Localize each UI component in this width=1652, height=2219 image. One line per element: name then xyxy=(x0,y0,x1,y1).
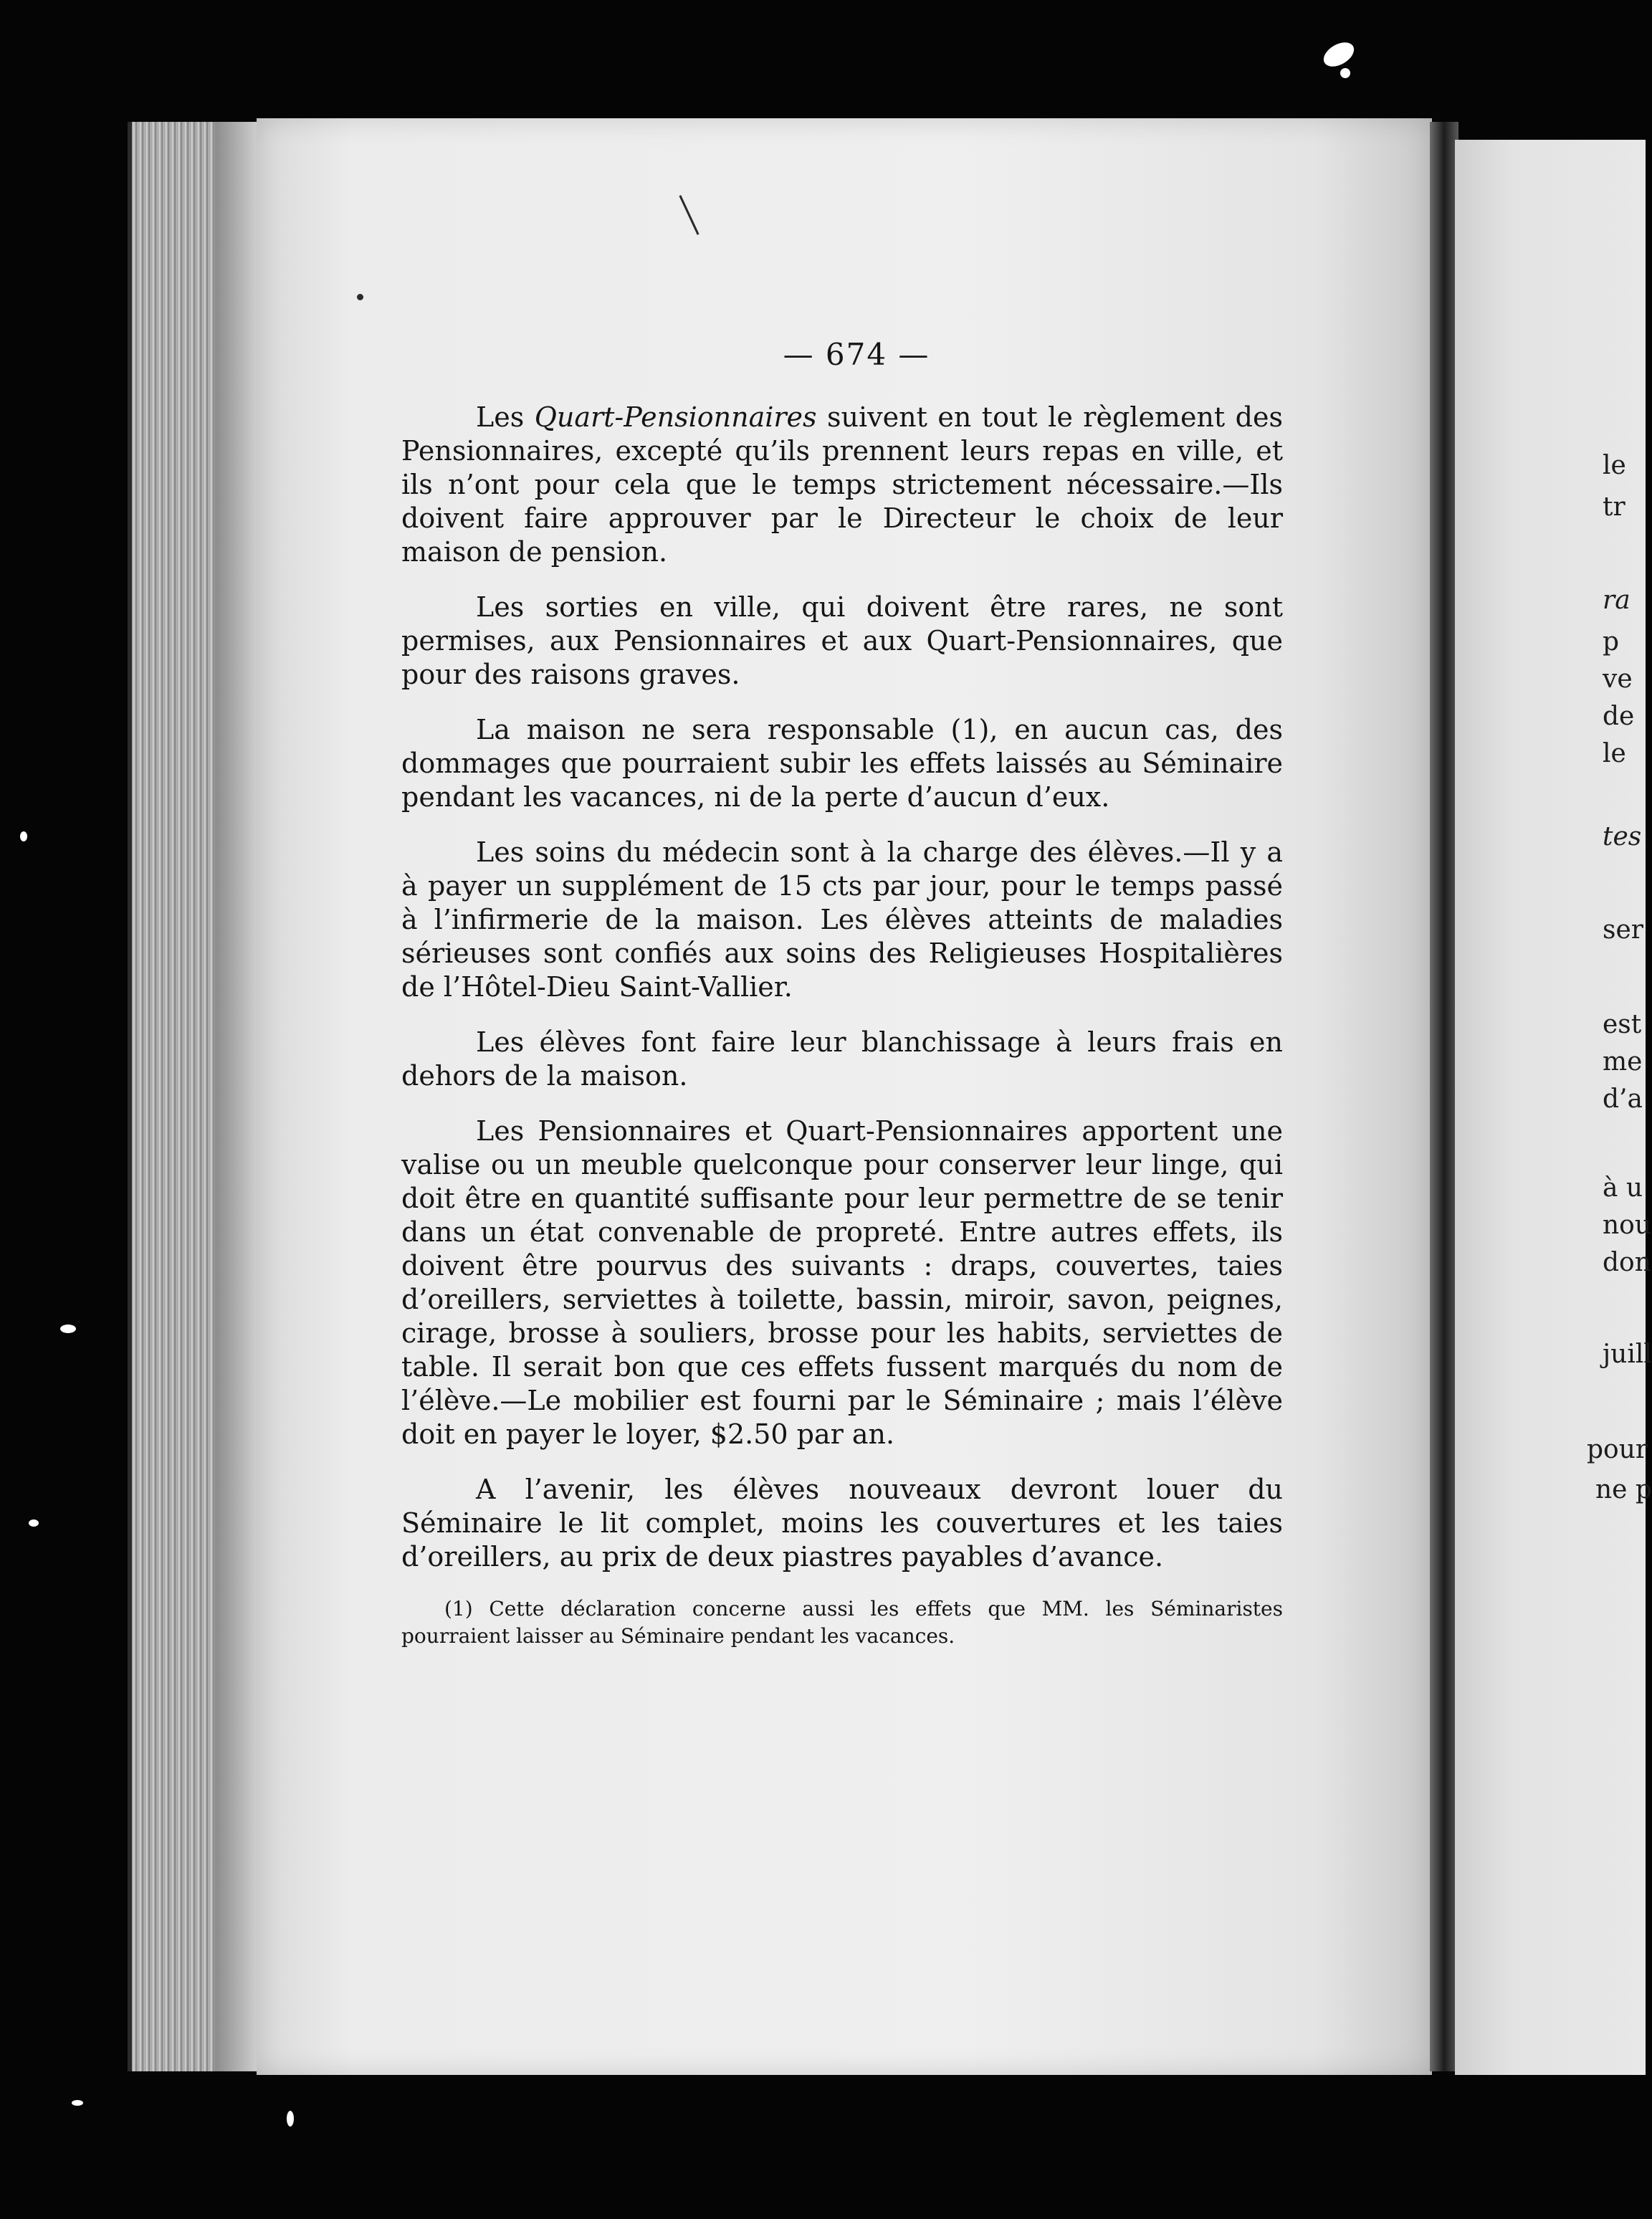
book-gutter xyxy=(1430,122,1458,2071)
emphasis-text: Quart-Pensionnaires xyxy=(534,401,817,433)
facing-fragment: tes xyxy=(1603,822,1642,851)
scan-speck xyxy=(20,831,27,841)
page-content xyxy=(401,337,1283,1670)
scan-speck xyxy=(72,2100,83,2106)
page-edge-shadow xyxy=(215,122,258,2071)
paragraph-text: Les xyxy=(476,401,535,433)
scan-speck xyxy=(1340,68,1350,78)
paragraph-lit-complet: A l’avenir, les élèves nouveaux devront louer du Séminaire le lit complet, moins les couvertures et les taies d’oreillers, au prix de deux piastres payables d’avance. xyxy=(401,1474,1283,1573)
footnote: (1) Cette déclaration concerne aussi les effets que MM. les Séminaristes pourraient laisser au Séminaire pendant les vacances. xyxy=(401,1597,1283,1648)
facing-fragment: le xyxy=(1603,739,1626,768)
facing-fragment: ne p xyxy=(1595,1475,1652,1504)
facing-fragment: don xyxy=(1603,1248,1651,1277)
paragraph-effets: Les Pensionnaires et Quart-Pensionnaires apportent une valise ou un meuble quelconque pour conserver leur linge, qui doit être en quantité suffisante pour leur permettre de se tenir dans un état convenable de propreté. Entre autres effets, ils doivent être pourvus des suivants : draps, couvertes, taies d’oreillers, serviettes à toilette, bassin, miroir, savon, peignes, cirage, brosse à souliers, brosse pour les habits, serviettes de table. Il serait bon que ces effets fussent marqués du nom de l’élève.—Le mobilier est fourni par le Séminaire ; mais l’élève doit en payer le loyer, $2.50 par an. xyxy=(401,1115,1283,1450)
paragraph-text: suivent en tout le règlement des Pensionnaires, excepté qu’ils prennent leurs repas en ville, et ils n’ont pour cela que le temps strictement nécessaire.—Ils doivent faire approuver par le Directeur le choix de leur maison de pension. xyxy=(401,401,1283,568)
facing-fragment: p xyxy=(1603,627,1620,657)
scan-speck xyxy=(1319,37,1358,71)
facing-fragment: de xyxy=(1603,702,1635,731)
scan-speck xyxy=(29,1519,39,1527)
facing-page-text xyxy=(1603,437,1652,1441)
facing-fragment: me xyxy=(1603,1047,1643,1077)
facing-page-text-lower xyxy=(1587,1435,1652,1537)
facing-fragment: le xyxy=(1603,451,1626,480)
facing-fragment: ra xyxy=(1603,586,1630,615)
paragraph-soins-medecin: Les soins du médecin sont à la charge des élèves.—Il y a à payer un supplément de 15 cts par jour, pour le temps passé à l’infirmerie de la maison. Les élèves atteints de maladies sérieuses sont confiés aux soins des Religieuses Hospitalières de l’Hôtel-Dieu Saint-Vallier. xyxy=(401,836,1283,1003)
facing-fragment: ser xyxy=(1603,915,1643,945)
paragraph-sorties: Les sorties en ville, qui doivent être rares, ne sont permises, aux Pensionnaires et aux Quart-Pensionnaires, que pour des raisons graves. xyxy=(401,591,1283,690)
paragraph-responsabilite: La maison ne sera responsable (1), en aucun cas, des dommages que pourraient subir les effets laissés au Séminaire pendant les vacances, ni de la perte d’aucun d’eux. xyxy=(401,714,1283,813)
paragraph-blanchissage: Les élèves font faire leur blanchissage à leurs frais en dehors de la maison. xyxy=(401,1026,1283,1092)
facing-fragment: tr xyxy=(1603,492,1625,522)
facing-fragment: juill xyxy=(1603,1340,1652,1369)
page-number: — 674 — xyxy=(783,337,930,372)
facing-fragment: nou xyxy=(1603,1211,1652,1240)
scan-speck xyxy=(287,2111,294,2127)
facing-fragment: ve xyxy=(1603,664,1633,694)
facing-fragment: à u xyxy=(1603,1173,1643,1203)
paragraph-quart-pensionnaires xyxy=(401,401,1283,569)
page-mark xyxy=(357,294,363,300)
scan-speck xyxy=(60,1325,76,1333)
facing-fragment: d’a xyxy=(1603,1084,1643,1114)
facing-fragment: est xyxy=(1603,1010,1642,1039)
facing-fragment: pour xyxy=(1587,1435,1648,1464)
